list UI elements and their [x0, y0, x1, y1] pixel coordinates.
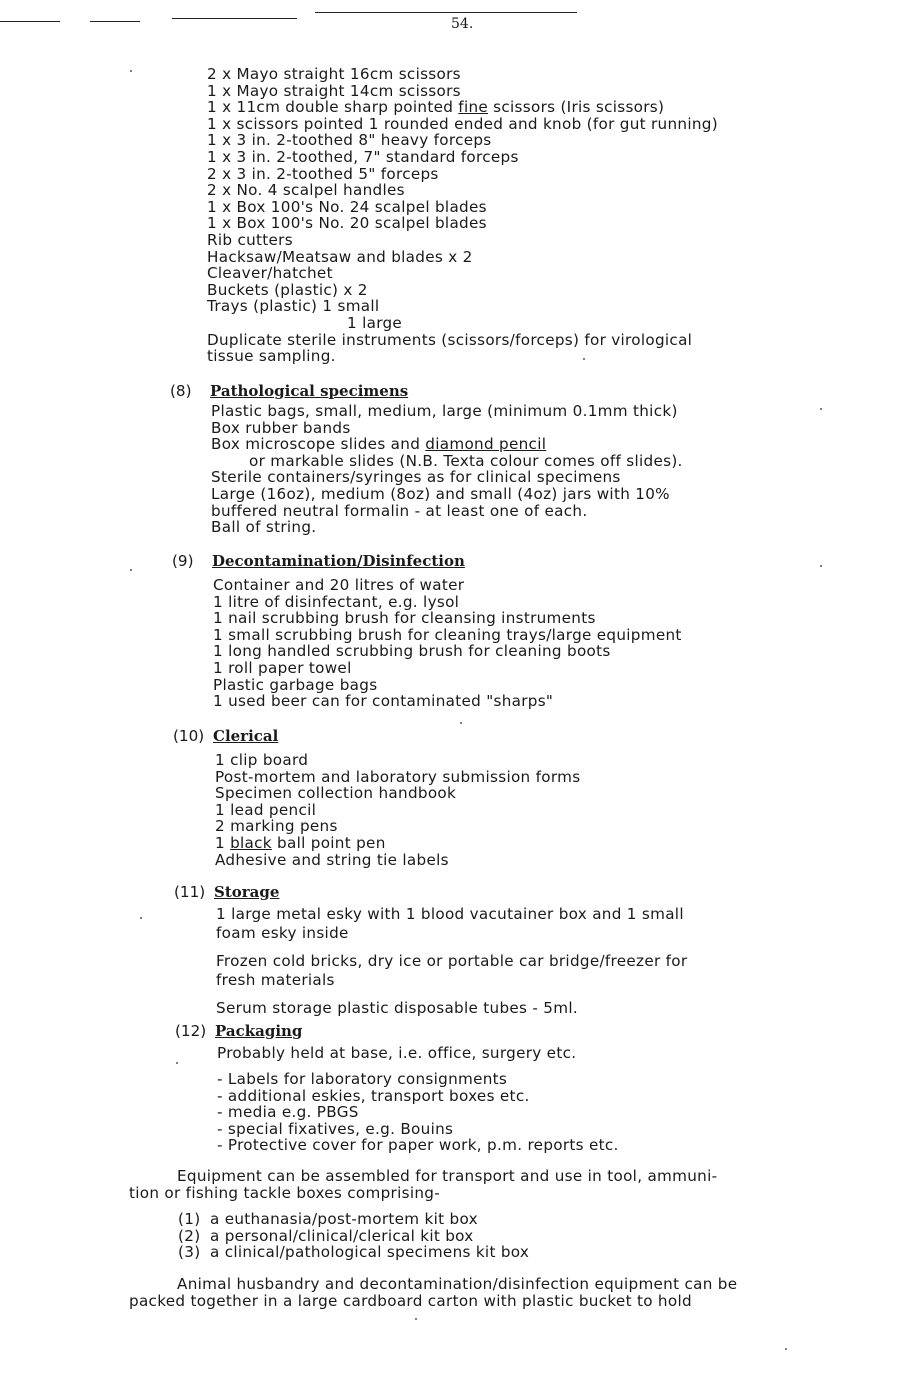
scan-speck [140, 917, 142, 919]
list-item: 1 x 11cm double sharp pointed fine scissors (Iris scissors) [207, 98, 665, 117]
list-item: Specimen collection handbook [215, 784, 457, 803]
paragraph-line: Probably held at base, i.e. office, surgery etc. [217, 1044, 577, 1062]
paragraph-line: 1 large metal esky with 1 blood vacutainer box and 1 small [216, 905, 684, 923]
top-rule [0, 21, 60, 22]
list-item: 1 x scissors pointed 1 rounded ended and knob (for gut running) [207, 114, 718, 133]
section-title: Clerical [213, 727, 279, 745]
list-item: 1 clip board [215, 751, 309, 769]
section-heading [173, 727, 278, 745]
list-item: tissue sampling. [207, 347, 336, 366]
list-item: 1 x Box 100's No. 24 scalpel blades [207, 197, 487, 216]
top-rule [315, 12, 577, 13]
list-number: (1) [178, 1210, 201, 1228]
list-item: - media e.g. PBGS [217, 1103, 359, 1122]
section-heading [170, 382, 408, 400]
scan-speck [583, 358, 585, 360]
section-number: (10) [173, 727, 205, 745]
packaging-intro [217, 1045, 576, 1062]
list-item [178, 1211, 529, 1228]
list-item: 1 x 3 in. 2-toothed 8" heavy forceps [207, 131, 492, 150]
paragraph-line: Serum storage plastic disposable tubes - 5ml. [216, 999, 579, 1017]
list-item [178, 1244, 529, 1261]
section-title: Storage [214, 883, 280, 901]
list-item: 1 x 3 in. 2-toothed, 7" standard forceps [207, 147, 519, 166]
list-item: Trays (plastic) 1 small [207, 297, 380, 316]
page-number: 54. [451, 16, 474, 32]
section-number: (12) [175, 1022, 207, 1040]
section-number: (11) [174, 883, 206, 901]
section-number: (9) [172, 552, 194, 570]
scan-speck [820, 408, 822, 410]
list-item: - Protective cover for paper work, p.m. reports etc. [217, 1136, 619, 1155]
list-item: 1 roll paper towel [213, 658, 352, 677]
list-item: - Labels for laboratory consignments [217, 1070, 508, 1088]
storage-paragraphs [216, 905, 687, 1018]
paragraph-line: Equipment can be assembled for transport and use in tool, ammuni- [177, 1167, 718, 1185]
list-item: 1 used beer can for contaminated "sharps" [213, 692, 554, 711]
list-item: Hacksaw/Meatsaw and blades x 2 [207, 247, 473, 266]
scan-speck [130, 569, 132, 571]
scan-speck [130, 70, 132, 72]
closing-paragraph [129, 1276, 809, 1310]
list-item: Duplicate sterile instruments (scissors/forceps) for virological [207, 330, 693, 349]
scan-speck [176, 1062, 178, 1064]
list-item: 2 x Mayo straight 16cm scissors [207, 65, 461, 83]
list-item: Buckets (plastic) x 2 [207, 280, 368, 299]
section-heading [174, 883, 279, 901]
list-item: or markable slides (N.B. Texta colour comes off slides). [249, 451, 683, 470]
list-item: 2 marking pens [215, 817, 338, 836]
list-item: Post-mortem and laboratory submission forms [215, 767, 581, 786]
list-item: 1 large [347, 313, 403, 332]
scan-speck [820, 565, 822, 567]
list-item: buffered neutral formalin - at least one of each. [211, 501, 588, 520]
list-item [178, 1228, 529, 1245]
list-item: Box rubber bands [211, 418, 351, 437]
list-item: Large (16oz), medium (8oz) and small (4oz) jars with 10% [211, 484, 670, 503]
list-item: Ball of string. [211, 518, 317, 537]
paragraph-line: Animal husbandry and decontamination/disinfection equipment can be [177, 1275, 738, 1293]
list-item: 2 x No. 4 scalpel handles [207, 181, 405, 200]
scan-speck [415, 1318, 417, 1320]
section-heading [172, 552, 465, 570]
list-item: 1 small scrubbing brush for cleaning trays/large equipment [213, 625, 682, 644]
decontamination-list [213, 577, 682, 710]
top-rule [172, 18, 297, 19]
scan-speck [785, 1348, 787, 1350]
kit-box-list [178, 1211, 529, 1261]
section-title: Decontamination/Disinfection [212, 552, 465, 570]
paragraph-line: tion or fishing tackle boxes comprising- [129, 1184, 440, 1202]
list-text: a euthanasia/post-mortem kit box [210, 1210, 478, 1228]
closing-paragraph [129, 1168, 809, 1202]
list-number: (3) [178, 1243, 201, 1262]
list-item: 1 long handled scrubbing brush for cleaning boots [213, 642, 611, 661]
paragraph-line: packed together in a large cardboard carton with plastic bucket to hold [129, 1292, 692, 1310]
packaging-list [217, 1071, 619, 1154]
list-item: 1 x Box 100's No. 20 scalpel blades [207, 214, 487, 233]
specimens-list [211, 403, 683, 536]
clerical-list [215, 752, 580, 868]
list-item: Sterile containers/syringes as for clinical specimens [211, 468, 621, 487]
list-item: Plastic garbage bags [213, 675, 378, 694]
list-item: Rib cutters [207, 230, 293, 249]
list-text: a clinical/pathological specimens kit box [210, 1243, 530, 1262]
list-item: 1 black ball point pen [215, 833, 386, 852]
paragraph-line: Frozen cold bricks, dry ice or portable car bridge/freezer for [216, 952, 688, 970]
list-item: 1 lead pencil [215, 800, 317, 819]
list-item: - special fixatives, e.g. Bouins [217, 1119, 454, 1138]
list-item: Adhesive and string tie labels [215, 850, 449, 869]
list-item: 1 nail scrubbing brush for cleansing instruments [213, 609, 596, 628]
section-title: Pathological specimens [210, 382, 409, 400]
list-text: a personal/clinical/clerical kit box [210, 1226, 474, 1245]
instrument-list [207, 66, 718, 365]
list-item: Box microscope slides and diamond pencil [211, 435, 547, 454]
list-item: - additional eskies, transport boxes etc. [217, 1086, 530, 1105]
paragraph-line: fresh materials [216, 971, 335, 989]
list-item: 1 x Mayo straight 14cm scissors [207, 81, 461, 100]
list-item: 2 x 3 in. 2-toothed 5" forceps [207, 164, 439, 183]
top-rule [90, 21, 140, 22]
section-title: Packaging [215, 1022, 303, 1040]
list-item: Container and 20 litres of water [213, 576, 465, 594]
list-item: 1 litre of disinfectant, e.g. lysol [213, 592, 460, 611]
section-number: (8) [170, 382, 192, 400]
paragraph-line: foam esky inside [216, 924, 349, 942]
list-number: (2) [178, 1226, 201, 1245]
list-item: Cleaver/hatchet [207, 264, 333, 283]
list-item: Plastic bags, small, medium, large (minimum 0.1mm thick) [211, 402, 678, 420]
scan-speck [460, 722, 462, 724]
section-heading [175, 1022, 302, 1040]
